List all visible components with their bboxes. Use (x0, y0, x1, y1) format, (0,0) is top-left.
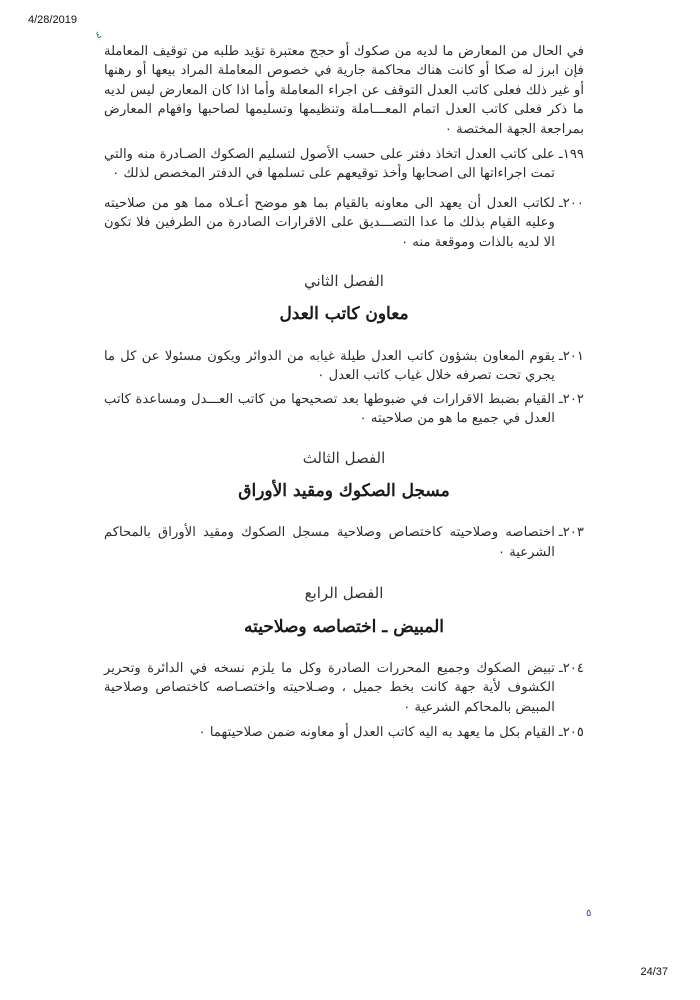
chapter-heading-2: الفصل الثاني (304, 272, 384, 291)
article-number: ٢٠٠ـ (558, 195, 584, 211)
article-text: القيام بضبط الاقرارات في ضبوطها بعد تصحيحها من كاتب العـــدل ومساعدة كاتب العدل في جميع ما هو من صلاحيته ٠ (104, 391, 555, 427)
handwritten-mark: ٥ (586, 908, 592, 919)
article-number: ٢٠٣ـ (558, 525, 584, 541)
article-202 (104, 390, 584, 429)
article-200 (104, 194, 584, 252)
article-number: ١٩٩ـ (558, 147, 584, 163)
article-number: ٢٠١ـ (558, 348, 584, 364)
article-204 (104, 659, 584, 717)
print-date: 4/28/2019 (28, 14, 77, 26)
article-number: ٢٠٥ـ (558, 725, 584, 741)
chapter-heading-4: الفصل الرابع (304, 584, 384, 603)
article-text: على كاتب العدل اتخاذ دفتر على حسب الأصول لتسليم الصكوك الصـادرة منه والتي تمت اجراءاتها الى اصحابها وأخذ توقيعهم على تسلمها في الدفتر المخصص لذلك ٠ (104, 147, 555, 182)
section-title-copyist: المبيض ـ اختصاصه وصلاحيته (243, 616, 445, 637)
section-title-registrar: مسجل الصكوك ومقيد الأوراق (238, 480, 450, 501)
article-199 (104, 145, 584, 184)
article-203 (104, 523, 584, 562)
section-title-assistant-notary: معاون كاتب العدل (279, 304, 409, 325)
article-text: لكاتب العدل أن يعهد الى معاونه بالقيام بما هو موضح أعـلاه مما هو من صلاحيته وعليه القيام بذلك ما عدا التصـــديق على الاقرارات الصادرة من الطرفين فلا تكون الا لديه بالذات وموقعة منه ٠ (104, 195, 555, 250)
article-number: ٢٠٤ـ (558, 660, 584, 676)
article-text: يقوم المعاون بشؤون كاتب العدل طيلة غيابه من الدوائر ويكون مسئولا عن كل ما يجري تحت تصرفه خلال غياب كاتب العدل ٠ (104, 348, 555, 384)
article-205 (104, 723, 584, 742)
document-body (104, 42, 584, 743)
intro-paragraph: في الحال من المعارض ما لديه من صكوك أو حجج معتبرة تؤيد طلبه من توقيف المعاملة فإن ابرز له صكا أو كانت هناك محاكمة جارية في خصوص المعاملة المراد بيعها أو رهنها أو غير ذلك فعلى كاتب العدل التوقف عن اجراء المعاملة وأما اذا كان المعارض ليس لديه ما ذكر فعلى كاتب العدل اتمام المعـــاملة وتنظيمها وتسليمها لصاحبها وافهام المعارض بمراجعة الجهة المختصة ٠ (104, 44, 584, 137)
article-text: تبيض الصكوك وجميع المحررات الصادرة وكل ما يلزم نسخه في الدائرة وتحرير الكشوف لأية جهة كانت بخط جميل ، وصـلاحيته واختصـاصه كاختصاص وصلاحية المبيض بالمحاكم الشرعية ٠ (104, 660, 555, 715)
chapter-heading-3: الفصل الثالث (302, 448, 386, 467)
handwritten-mark: ٤ (93, 29, 104, 42)
article-text: القيام بكل ما يعهد به اليه كاتب العدل أو معاونه ضمن صلاحيتهما ٠ (198, 725, 555, 741)
page-number: 24/37 (640, 966, 668, 978)
article-number: ٢٠٢ـ (558, 391, 584, 407)
article-text: اختصاصه وصلاحيته كاختصاص وصلاحية مسجل الصكوك ومقيد الأوراق بالمحاكم الشرعية ٠ (104, 525, 555, 560)
article-201 (104, 347, 584, 386)
